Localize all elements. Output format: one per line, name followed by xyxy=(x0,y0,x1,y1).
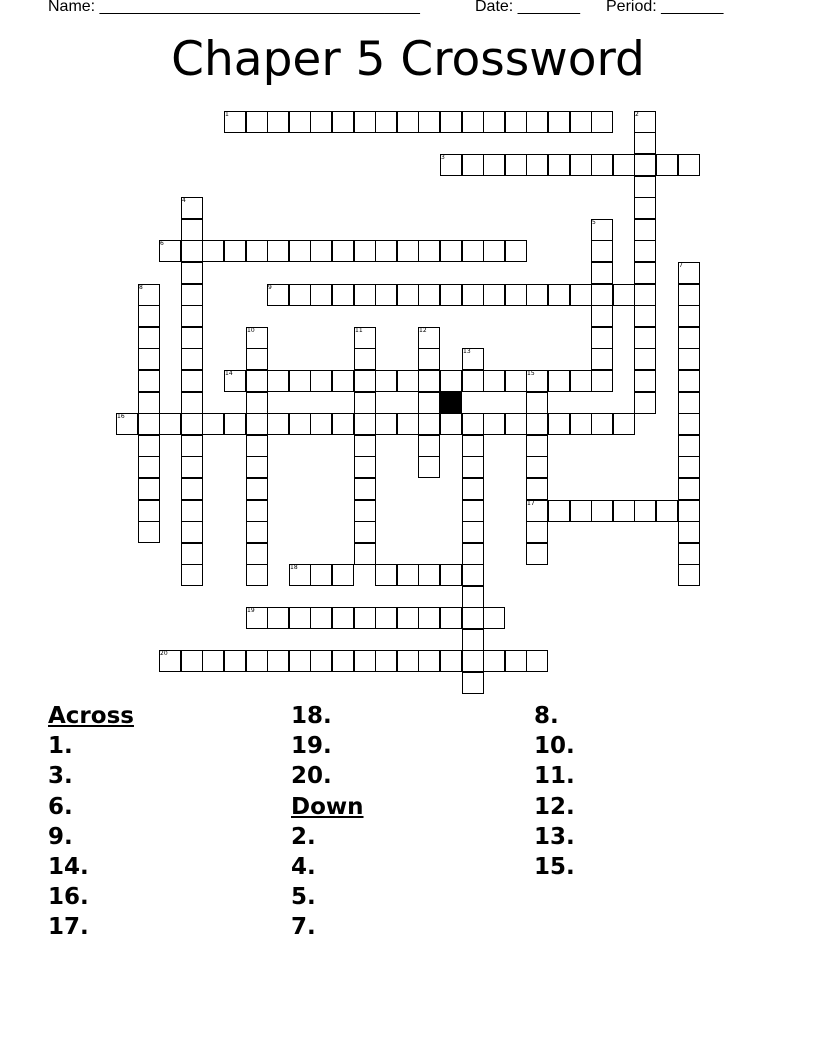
clue-number-18: 18 xyxy=(290,564,298,571)
grid-cell[interactable] xyxy=(526,521,548,543)
grid-cell[interactable] xyxy=(591,413,613,435)
clue-number-16: 16 xyxy=(117,413,125,420)
clue-column-1 xyxy=(48,701,268,943)
grid-cell[interactable] xyxy=(418,392,440,414)
grid-cell[interactable] xyxy=(181,521,203,543)
black-cell xyxy=(440,392,462,414)
grid-cell[interactable] xyxy=(181,370,203,392)
grid-cell[interactable] xyxy=(332,284,354,306)
grid-cell[interactable] xyxy=(462,564,484,586)
grid-cell[interactable] xyxy=(526,111,548,133)
grid-cell[interactable] xyxy=(462,607,484,629)
grid-cell[interactable] xyxy=(246,348,268,370)
grid-cell[interactable] xyxy=(138,435,160,457)
period-field: Period: _______ xyxy=(606,0,724,15)
grid-cell[interactable] xyxy=(289,111,311,133)
grid-cell[interactable] xyxy=(462,413,484,435)
grid-cell[interactable] xyxy=(634,132,656,154)
grid-cell[interactable] xyxy=(332,564,354,586)
grid-cell[interactable] xyxy=(375,650,397,672)
grid-cell[interactable] xyxy=(678,327,700,349)
grid-cell[interactable] xyxy=(462,500,484,522)
grid-cell[interactable] xyxy=(267,240,289,262)
grid-cell[interactable] xyxy=(418,111,440,133)
grid-cell[interactable] xyxy=(505,111,527,133)
grid-cell[interactable] xyxy=(483,607,505,629)
grid-cell[interactable] xyxy=(634,348,656,370)
grid-cell[interactable] xyxy=(354,521,376,543)
grid-cell[interactable] xyxy=(375,240,397,262)
grid-cell[interactable] xyxy=(332,111,354,133)
clue-heading: Across xyxy=(48,703,134,729)
grid-cell[interactable] xyxy=(246,521,268,543)
clue-column-2 xyxy=(291,701,511,943)
clue-number-13: 13 xyxy=(463,348,471,355)
grid-cell[interactable] xyxy=(526,456,548,478)
grid-cell[interactable] xyxy=(634,392,656,414)
clue-item: 4. xyxy=(291,853,316,880)
grid-cell[interactable] xyxy=(570,154,592,176)
grid-cell[interactable] xyxy=(181,435,203,457)
grid-cell[interactable] xyxy=(354,111,376,133)
grid-cell[interactable] xyxy=(548,284,570,306)
grid-cell[interactable] xyxy=(591,305,613,327)
grid-cell[interactable] xyxy=(678,392,700,414)
grid-cell[interactable] xyxy=(332,240,354,262)
grid-cell[interactable] xyxy=(462,111,484,133)
grid-cell[interactable] xyxy=(310,284,332,306)
name-field: Name: ____________________________________ xyxy=(48,0,420,15)
clue-number-17: 17 xyxy=(527,500,535,507)
grid-cell[interactable] xyxy=(462,456,484,478)
grid-cell[interactable] xyxy=(440,111,462,133)
grid-cell[interactable] xyxy=(634,240,656,262)
grid-cell[interactable] xyxy=(224,650,246,672)
grid-cell[interactable] xyxy=(418,348,440,370)
grid-cell[interactable] xyxy=(440,240,462,262)
grid-cell[interactable] xyxy=(678,500,700,522)
grid-cell[interactable] xyxy=(310,564,332,586)
grid-cell[interactable] xyxy=(483,240,505,262)
clue-item: 12. xyxy=(534,793,575,820)
grid-cell[interactable] xyxy=(181,500,203,522)
clue-number-3: 3 xyxy=(441,154,445,161)
grid-cell[interactable] xyxy=(418,413,440,435)
grid-cell[interactable] xyxy=(138,348,160,370)
clue-column-3 xyxy=(534,701,754,882)
grid-cell[interactable] xyxy=(138,500,160,522)
grid-cell[interactable] xyxy=(526,650,548,672)
grid-cell[interactable] xyxy=(310,370,332,392)
grid-cell[interactable] xyxy=(181,564,203,586)
grid-cell[interactable] xyxy=(246,478,268,500)
clue-item: 15. xyxy=(534,853,575,880)
grid-cell[interactable] xyxy=(462,370,484,392)
grid-cell[interactable] xyxy=(678,370,700,392)
grid-cell[interactable] xyxy=(289,607,311,629)
grid-cell[interactable] xyxy=(181,305,203,327)
grid-cell[interactable] xyxy=(440,370,462,392)
grid-cell[interactable] xyxy=(483,413,505,435)
clue-item: 8. xyxy=(534,703,559,729)
grid-cell[interactable] xyxy=(181,478,203,500)
grid-cell[interactable] xyxy=(462,650,484,672)
clue-item: 1. xyxy=(48,733,73,760)
grid-cell[interactable] xyxy=(462,629,484,651)
grid-cell[interactable] xyxy=(462,284,484,306)
grid-cell[interactable] xyxy=(310,607,332,629)
clue-number-9: 9 xyxy=(268,284,272,291)
grid-cell[interactable] xyxy=(332,650,354,672)
clue-item: 10. xyxy=(534,733,575,760)
grid-cell[interactable] xyxy=(138,521,160,543)
grid-cell[interactable] xyxy=(483,650,505,672)
grid-cell[interactable] xyxy=(483,111,505,133)
grid-cell[interactable] xyxy=(526,435,548,457)
grid-cell[interactable] xyxy=(505,413,527,435)
grid-cell[interactable] xyxy=(526,543,548,565)
grid-cell[interactable] xyxy=(440,650,462,672)
grid-cell[interactable] xyxy=(591,500,613,522)
grid-cell[interactable] xyxy=(354,392,376,414)
clue-number-11: 11 xyxy=(355,327,363,334)
grid-cell[interactable] xyxy=(462,543,484,565)
grid-cell[interactable] xyxy=(202,413,224,435)
clue-item: 14. xyxy=(48,853,89,880)
grid-cell[interactable] xyxy=(397,111,419,133)
grid-cell[interactable] xyxy=(440,607,462,629)
grid-cell[interactable] xyxy=(332,607,354,629)
grid-cell[interactable] xyxy=(440,564,462,586)
clue-number-5: 5 xyxy=(592,219,596,226)
clue-number-2: 2 xyxy=(635,111,639,118)
grid-cell[interactable] xyxy=(505,370,527,392)
grid-cell[interactable] xyxy=(267,607,289,629)
grid-cell[interactable] xyxy=(181,543,203,565)
grid-cell[interactable] xyxy=(570,111,592,133)
grid-cell[interactable] xyxy=(246,370,268,392)
grid-cell[interactable] xyxy=(181,348,203,370)
grid-cell[interactable] xyxy=(678,154,700,176)
grid-cell[interactable] xyxy=(246,240,268,262)
grid-cell[interactable] xyxy=(505,284,527,306)
grid-cell[interactable] xyxy=(267,413,289,435)
grid-cell[interactable] xyxy=(591,327,613,349)
grid-cell[interactable] xyxy=(354,370,376,392)
grid-cell[interactable] xyxy=(634,219,656,241)
grid-cell[interactable] xyxy=(526,392,548,414)
grid-cell[interactable] xyxy=(354,284,376,306)
grid-cell[interactable] xyxy=(246,650,268,672)
grid-cell[interactable] xyxy=(570,413,592,435)
grid-cell[interactable] xyxy=(678,305,700,327)
grid-cell[interactable] xyxy=(656,500,678,522)
clue-heading: Down xyxy=(291,793,364,820)
date-field: Date: _______ xyxy=(475,0,580,15)
grid-cell[interactable] xyxy=(462,240,484,262)
grid-cell[interactable] xyxy=(310,413,332,435)
grid-cell[interactable] xyxy=(591,284,613,306)
grid-cell[interactable] xyxy=(440,284,462,306)
grid-cell[interactable] xyxy=(397,564,419,586)
grid-cell[interactable] xyxy=(138,305,160,327)
grid-cell[interactable] xyxy=(397,284,419,306)
grid-cell[interactable] xyxy=(678,348,700,370)
grid-cell[interactable] xyxy=(678,521,700,543)
grid-cell[interactable] xyxy=(548,154,570,176)
clue-item: 3. xyxy=(48,763,73,790)
grid-cell[interactable] xyxy=(181,327,203,349)
grid-cell[interactable] xyxy=(591,154,613,176)
grid-cell[interactable] xyxy=(678,284,700,306)
clue-number-6: 6 xyxy=(160,240,164,247)
grid-cell[interactable] xyxy=(483,154,505,176)
grid-cell[interactable] xyxy=(634,370,656,392)
grid-cell[interactable] xyxy=(375,413,397,435)
grid-cell[interactable] xyxy=(246,435,268,457)
grid-cell[interactable] xyxy=(224,413,246,435)
grid-cell[interactable] xyxy=(570,500,592,522)
grid-cell[interactable] xyxy=(678,456,700,478)
grid-cell[interactable] xyxy=(267,111,289,133)
grid-cell[interactable] xyxy=(483,370,505,392)
grid-cell[interactable] xyxy=(548,370,570,392)
grid-cell[interactable] xyxy=(181,650,203,672)
clue-item: 7. xyxy=(291,914,316,941)
grid-cell[interactable] xyxy=(181,240,203,262)
grid-cell[interactable] xyxy=(634,262,656,284)
grid-cell[interactable] xyxy=(570,370,592,392)
grid-cell[interactable] xyxy=(613,154,635,176)
grid-cell[interactable] xyxy=(656,154,678,176)
grid-cell[interactable] xyxy=(181,284,203,306)
grid-cell[interactable] xyxy=(354,543,376,565)
grid-cell[interactable] xyxy=(591,370,613,392)
grid-cell[interactable] xyxy=(634,327,656,349)
grid-cell[interactable] xyxy=(354,650,376,672)
grid-cell[interactable] xyxy=(224,240,246,262)
grid-cell[interactable] xyxy=(678,435,700,457)
grid-cell[interactable] xyxy=(418,650,440,672)
grid-cell[interactable] xyxy=(289,240,311,262)
clue-number-15: 15 xyxy=(527,370,535,377)
clue-number-1: 1 xyxy=(225,111,229,118)
grid-cell[interactable] xyxy=(397,650,419,672)
grid-cell[interactable] xyxy=(138,456,160,478)
grid-cell[interactable] xyxy=(375,284,397,306)
grid-cell[interactable] xyxy=(613,284,635,306)
grid-cell[interactable] xyxy=(246,392,268,414)
grid-cell[interactable] xyxy=(246,413,268,435)
clue-item: 5. xyxy=(291,884,316,911)
grid-cell[interactable] xyxy=(634,500,656,522)
grid-cell[interactable] xyxy=(548,500,570,522)
grid-cell[interactable] xyxy=(418,564,440,586)
grid-cell[interactable] xyxy=(138,370,160,392)
grid-cell[interactable] xyxy=(462,586,484,608)
grid-cell[interactable] xyxy=(548,111,570,133)
clue-number-20: 20 xyxy=(160,650,168,657)
clue-item: 6. xyxy=(48,793,73,820)
grid-cell[interactable] xyxy=(246,456,268,478)
grid-cell[interactable] xyxy=(354,435,376,457)
grid-cell[interactable] xyxy=(138,327,160,349)
grid-cell[interactable] xyxy=(505,240,527,262)
grid-cell[interactable] xyxy=(354,240,376,262)
grid-cell[interactable] xyxy=(634,305,656,327)
grid-cell[interactable] xyxy=(267,650,289,672)
grid-cell[interactable] xyxy=(678,413,700,435)
grid-cell[interactable] xyxy=(526,413,548,435)
clue-item: 9. xyxy=(48,823,73,850)
grid-cell[interactable] xyxy=(354,478,376,500)
grid-cell[interactable] xyxy=(138,392,160,414)
grid-cell[interactable] xyxy=(526,154,548,176)
grid-cell[interactable] xyxy=(354,500,376,522)
grid-cell[interactable] xyxy=(332,413,354,435)
grid-cell[interactable] xyxy=(202,650,224,672)
grid-cell[interactable] xyxy=(678,564,700,586)
clue-item: 20. xyxy=(291,763,332,790)
grid-cell[interactable] xyxy=(462,435,484,457)
grid-cell[interactable] xyxy=(526,478,548,500)
grid-cell[interactable] xyxy=(310,111,332,133)
grid-cell[interactable] xyxy=(591,262,613,284)
clue-item: 16. xyxy=(48,884,89,911)
grid-cell[interactable] xyxy=(375,607,397,629)
grid-cell[interactable] xyxy=(310,650,332,672)
grid-cell[interactable] xyxy=(634,197,656,219)
clue-number-7: 7 xyxy=(679,262,683,269)
grid-cell[interactable] xyxy=(181,262,203,284)
grid-cell[interactable] xyxy=(634,284,656,306)
grid-cell[interactable] xyxy=(418,456,440,478)
grid-cell[interactable] xyxy=(591,348,613,370)
grid-cell[interactable] xyxy=(354,413,376,435)
grid-cell[interactable] xyxy=(159,413,181,435)
grid-cell[interactable] xyxy=(354,607,376,629)
grid-cell[interactable] xyxy=(246,111,268,133)
grid-cell[interactable] xyxy=(505,154,527,176)
grid-cell[interactable] xyxy=(375,564,397,586)
grid-cell[interactable] xyxy=(591,111,613,133)
grid-cell[interactable] xyxy=(678,478,700,500)
grid-cell[interactable] xyxy=(375,111,397,133)
clue-item: 18. xyxy=(291,703,332,729)
grid-cell[interactable] xyxy=(289,650,311,672)
grid-cell[interactable] xyxy=(634,176,656,198)
grid-cell[interactable] xyxy=(418,284,440,306)
grid-cell[interactable] xyxy=(418,370,440,392)
grid-cell[interactable] xyxy=(548,413,570,435)
grid-cell[interactable] xyxy=(462,478,484,500)
grid-cell[interactable] xyxy=(591,240,613,262)
grid-cell[interactable] xyxy=(634,154,656,176)
grid-cell[interactable] xyxy=(440,413,462,435)
grid-cell[interactable] xyxy=(397,370,419,392)
grid-cell[interactable] xyxy=(418,240,440,262)
grid-cell[interactable] xyxy=(181,392,203,414)
grid-cell[interactable] xyxy=(289,413,311,435)
grid-cell[interactable] xyxy=(138,413,160,435)
clue-number-19: 19 xyxy=(247,607,255,614)
grid-cell[interactable] xyxy=(678,543,700,565)
grid-cell[interactable] xyxy=(354,456,376,478)
grid-cell[interactable] xyxy=(181,219,203,241)
clue-number-12: 12 xyxy=(419,327,427,334)
clue-number-10: 10 xyxy=(247,327,255,334)
grid-cell[interactable] xyxy=(375,370,397,392)
clue-item: 17. xyxy=(48,914,89,941)
grid-cell[interactable] xyxy=(202,240,224,262)
clue-number-8: 8 xyxy=(139,284,143,291)
grid-cell[interactable] xyxy=(418,607,440,629)
grid-cell[interactable] xyxy=(354,348,376,370)
grid-cell[interactable] xyxy=(246,543,268,565)
grid-cell[interactable] xyxy=(397,607,419,629)
grid-cell[interactable] xyxy=(310,240,332,262)
grid-cell[interactable] xyxy=(138,478,160,500)
grid-cell[interactable] xyxy=(289,284,311,306)
page-title: Chaper 5 Crossword xyxy=(171,32,645,87)
grid-cell[interactable] xyxy=(613,500,635,522)
grid-cell[interactable] xyxy=(462,521,484,543)
grid-cell[interactable] xyxy=(505,650,527,672)
grid-cell[interactable] xyxy=(246,564,268,586)
clue-number-4: 4 xyxy=(182,197,186,204)
grid-cell[interactable] xyxy=(418,435,440,457)
grid-cell[interactable] xyxy=(267,370,289,392)
grid-cell[interactable] xyxy=(397,240,419,262)
grid-cell[interactable] xyxy=(181,456,203,478)
clue-number-14: 14 xyxy=(225,370,233,377)
grid-cell[interactable] xyxy=(462,154,484,176)
grid-cell[interactable] xyxy=(483,284,505,306)
grid-cell[interactable] xyxy=(181,413,203,435)
clue-item: 13. xyxy=(534,823,575,850)
clue-item: 11. xyxy=(534,763,575,790)
grid-cell[interactable] xyxy=(462,672,484,694)
clue-item: 19. xyxy=(291,733,332,760)
grid-cell[interactable] xyxy=(332,370,354,392)
grid-cell[interactable] xyxy=(397,413,419,435)
grid-cell[interactable] xyxy=(289,370,311,392)
grid-cell[interactable] xyxy=(570,284,592,306)
grid-cell[interactable] xyxy=(526,284,548,306)
grid-cell[interactable] xyxy=(246,500,268,522)
clue-item: 2. xyxy=(291,823,316,850)
grid-cell[interactable] xyxy=(613,413,635,435)
